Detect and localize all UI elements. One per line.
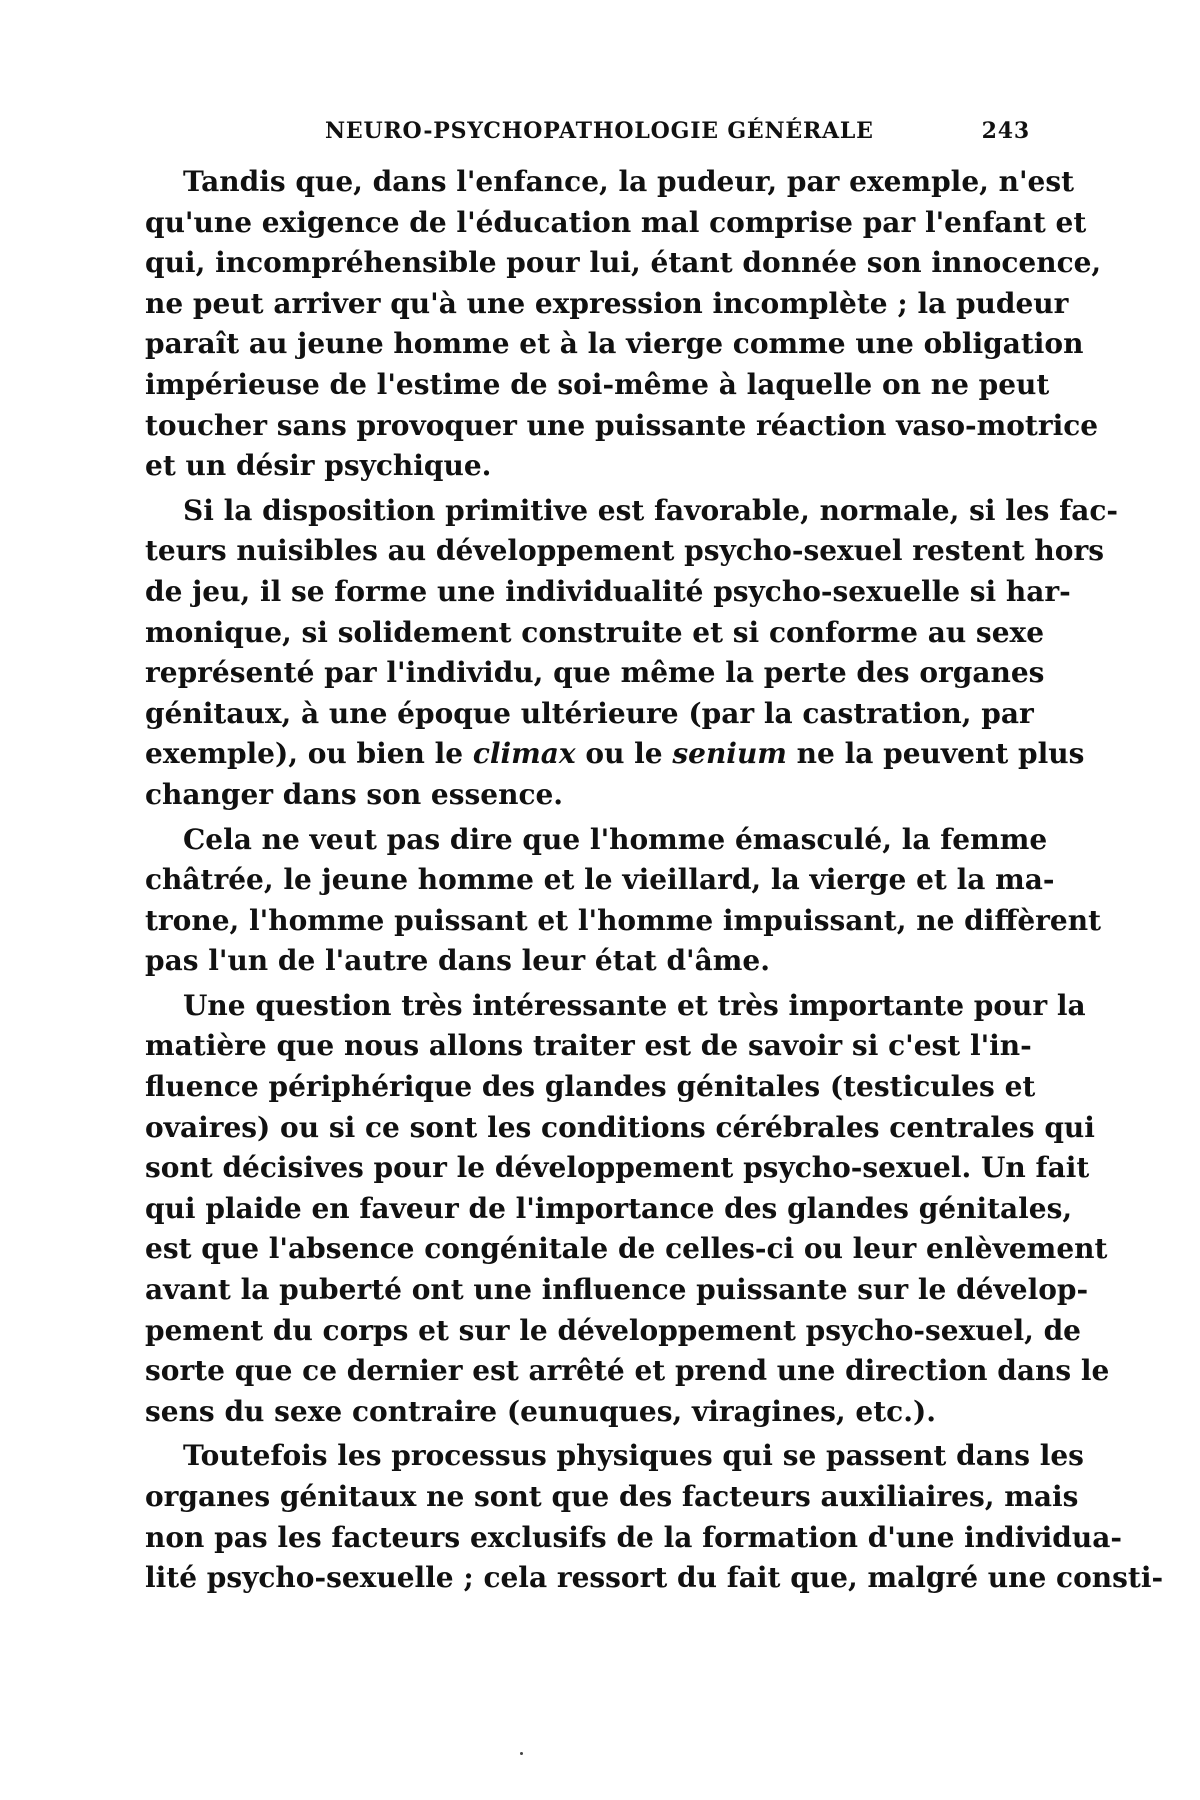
text-line: sorte que ce dernier est arrêté et prend une direction dans le (145, 1354, 1110, 1388)
text-line: trone, l'homme puissant et l'homme impuissant, ne diffèrent (145, 903, 1102, 937)
print-speck (520, 1752, 523, 1755)
text-line: Cela ne veut pas dire que l'homme émasculé, la femme (183, 822, 1048, 856)
paragraph-1 (145, 162, 1102, 487)
text-line: qui plaide en faveur de l'importance des glandes génitales, (145, 1191, 1073, 1225)
text-line: matière que nous allons traiter est de savoir si c'est l'in- (145, 1029, 1032, 1063)
text-line: toucher sans provoquer une puissante réaction vaso-motrice (145, 408, 1099, 442)
text-line: monique, si solidement construite et si conforme au sexe (145, 615, 1045, 649)
text-line: ovaires) ou si ce sont les conditions cérébrales centrales qui (145, 1110, 1095, 1144)
text-line: Une question très intéressante et très importante pour la (183, 988, 1086, 1022)
text-line: lité psycho-sexuelle ; cela ressort du fait que, malgré une consti- (145, 1561, 1164, 1595)
body-text (145, 162, 1164, 1599)
text-line: impérieuse de l'estime de soi-même à laquelle on ne peut (145, 367, 1050, 401)
text-line: non pas les facteurs exclusifs de la formation d'une individua- (145, 1520, 1122, 1554)
text-line: organes génitaux ne sont que des facteurs auxiliaires, mais (145, 1480, 1079, 1513)
text-line: fluence périphérique des glandes génitales (testicules et (145, 1070, 1036, 1104)
italic-term-senium: senium (672, 737, 787, 771)
text-line: pement du corps et sur le développement psycho-sexuel, de (145, 1313, 1081, 1347)
text-segment: exemple), ou bien le (145, 737, 473, 771)
text-line: changer dans son essence. (145, 777, 564, 811)
text-line: est que l'absence congénitale de celles-ci ou leur enlèvement (145, 1232, 1108, 1266)
text-line: génitaux, à une époque ultérieure (par la castration, par (145, 696, 1034, 730)
text-line: avant la puberté ont une influence puissante sur le dévelop- (145, 1273, 1089, 1307)
paragraph-2 (145, 491, 1119, 816)
paragraph-5 (145, 1436, 1164, 1598)
text-line: Toutefois les processus physiques qui se passent dans les (183, 1439, 1084, 1473)
text-line: Tandis que, dans l'enfance, la pudeur, par exemple, n'est (183, 165, 1075, 198)
text-segment: ou le (575, 737, 673, 771)
paragraph-3 (145, 820, 1102, 982)
text-line (145, 734, 1085, 775)
paragraph-4 (145, 986, 1110, 1433)
text-line: paraît au jeune homme et à la vierge comme une obligation (145, 327, 1084, 361)
text-line: pas l'un de l'autre dans leur état d'âme. (145, 944, 770, 978)
text-segment: ne la peuvent plus (786, 737, 1085, 771)
text-line: de jeu, il se forme une individualité psycho-sexuelle si har- (145, 574, 1071, 608)
text-line: représenté par l'individu, que même la perte des organes (145, 656, 1045, 690)
text-line: qu'une exigence de l'éducation mal comprise par l'enfant et (145, 205, 1087, 239)
text-line: teurs nuisibles au développement psycho-sexuel restent hors (145, 534, 1104, 568)
text-line: châtrée, le jeune homme et le vieillard, la vierge et la ma- (145, 863, 1055, 897)
italic-term-climax: climax (472, 737, 576, 771)
text-line: Si la disposition primitive est favorable, normale, si les fac- (183, 493, 1119, 527)
running-header (180, 118, 1030, 154)
running-title: NEURO-PSYCHOPATHOLOGIE GÉNÉRALE (325, 118, 874, 144)
text-line: sont décisives pour le développement psycho-sexuel. Un fait (145, 1151, 1090, 1185)
page-number: 243 (981, 118, 1030, 144)
text-line: ne peut arriver qu'à une expression incomplète ; la pudeur (145, 286, 1069, 320)
text-line: et un désir psychique. (145, 449, 492, 483)
text-line: sens du sexe contraire (eunuques, viragines, etc.). (145, 1394, 936, 1428)
text-line: qui, incompréhensible pour lui, étant donnée son innocence, (145, 246, 1102, 280)
